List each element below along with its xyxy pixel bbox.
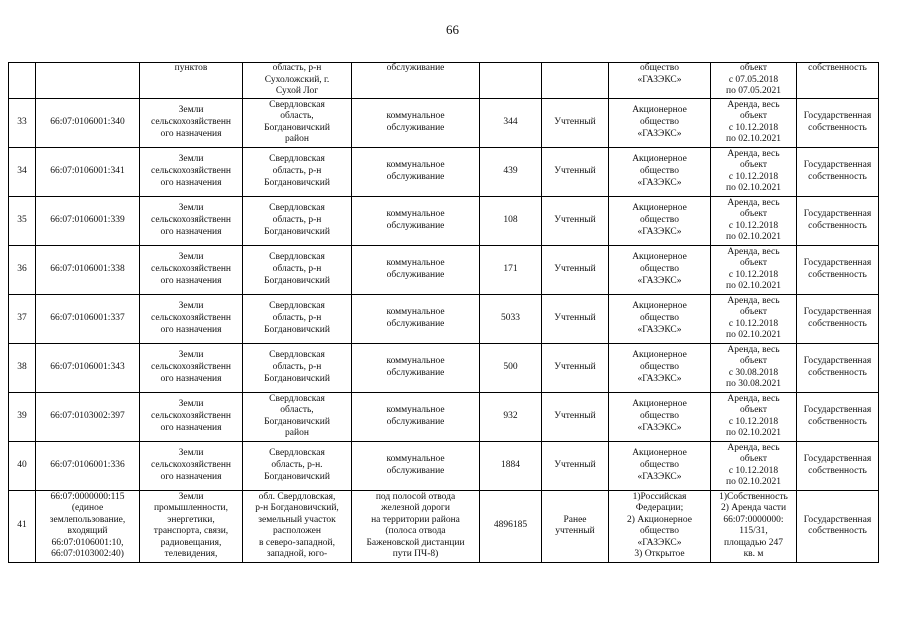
right-type-text: Аренда, весь объект с 10.12.2018 по 02.10.2021 <box>726 442 781 488</box>
right-holder-text: Акционерное общество «ГАЗЭКС» <box>632 448 687 482</box>
location-cell <box>243 343 352 392</box>
status-text: Учтенный <box>554 165 596 176</box>
cadastral-number-text: 66:07:0106001:339 <box>50 214 125 225</box>
right-type-text: Аренда, весь объект с 10.12.2018 по 02.10.2021 <box>726 99 781 145</box>
ownership-cell <box>797 147 879 196</box>
table-row <box>9 196 879 245</box>
location-cell <box>243 63 352 99</box>
permitted-use-text: коммунальное обслуживание <box>386 405 445 427</box>
row-number-text: 38 <box>17 361 27 372</box>
area-cell <box>480 147 542 196</box>
area-cell <box>480 196 542 245</box>
land-category-cell <box>140 441 243 490</box>
row-number-text: 40 <box>17 459 27 470</box>
area-cell <box>480 343 542 392</box>
location-cell <box>243 98 352 147</box>
right-holder-cell <box>609 441 711 490</box>
status-text: Учтенный <box>554 459 596 470</box>
area-cell <box>480 98 542 147</box>
table-row <box>9 441 879 490</box>
ownership-text: Государственная собственность <box>803 258 872 280</box>
table-body <box>9 63 879 563</box>
ownership-text: Государственная собственность <box>803 111 872 133</box>
table-row <box>9 294 879 343</box>
right-type-cell <box>711 441 797 490</box>
status-text: Учтенный <box>554 410 596 421</box>
permitted-use-text: обслуживание <box>386 63 445 73</box>
right-type-cell <box>711 63 797 99</box>
permitted-use-text: под полосой отвода железной дороги на территории района (полоса отвода Баженовской дистанции пути ПЧ-8) <box>366 491 465 560</box>
row-number-text: 39 <box>17 410 27 421</box>
cadastral-number-cell <box>36 63 140 99</box>
right-holder-cell <box>609 294 711 343</box>
land-category-cell <box>140 490 243 562</box>
row-number-cell <box>9 245 36 294</box>
ownership-text: Государственная собственность <box>803 454 872 476</box>
area-cell <box>480 245 542 294</box>
ownership-text: Государственная собственность <box>803 356 872 378</box>
cadastral-number-cell <box>36 490 140 562</box>
land-category-cell <box>140 98 243 147</box>
cadastral-number-cell <box>36 441 140 490</box>
land-category-text: Земли сельскохозяйственн ого назначения <box>150 252 231 286</box>
table-row <box>9 392 879 441</box>
status-cell <box>542 392 609 441</box>
status-text: Учтенный <box>554 116 596 127</box>
land-category-cell <box>140 147 243 196</box>
cadastral-number-cell <box>36 98 140 147</box>
row-number-text: 37 <box>17 312 27 323</box>
ownership-cell <box>797 441 879 490</box>
right-holder-cell <box>609 343 711 392</box>
status-text: Учтенный <box>554 361 596 372</box>
permitted-use-text: коммунальное обслуживание <box>386 356 445 378</box>
right-holder-cell <box>609 245 711 294</box>
permitted-use-text: коммунальное обслуживание <box>386 209 445 231</box>
permitted-use-cell <box>352 245 480 294</box>
row-number-cell <box>9 147 36 196</box>
right-type-text: объект с 07.05.2018 по 07.05.2021 <box>726 63 781 97</box>
status-cell <box>542 196 609 245</box>
permitted-use-text: коммунальное обслуживание <box>386 258 445 280</box>
area-cell <box>480 441 542 490</box>
row-number-text: 35 <box>17 214 27 225</box>
cadastral-number-text: 66:07:0103002:397 <box>50 410 125 421</box>
row-number-text: 41 <box>17 520 27 531</box>
area-text: 4896185 <box>493 520 528 531</box>
row-number-text: 36 <box>17 263 27 274</box>
right-holder-cell <box>609 196 711 245</box>
area-cell <box>480 63 542 99</box>
right-type-cell <box>711 196 797 245</box>
permitted-use-text: коммунальное обслуживание <box>386 307 445 329</box>
cadastral-number-text: 66:07:0106001:340 <box>50 116 125 127</box>
right-type-cell <box>711 98 797 147</box>
ownership-text: Государственная собственность <box>803 307 872 329</box>
land-registry-table <box>8 62 879 563</box>
location-text: область, р-н Сухоложский, г. Сухой Лог <box>264 63 330 97</box>
right-type-cell <box>711 343 797 392</box>
status-cell <box>542 343 609 392</box>
right-type-text: Аренда, весь объект с 10.12.2018 по 02.10.2021 <box>726 295 781 341</box>
cadastral-number-text: 66:07:0000000:115 (единое землепользование, входящий 66:07:0106001:10, 66:07:0103002:40) <box>49 491 126 560</box>
area-cell <box>480 294 542 343</box>
row-number-cell <box>9 490 36 562</box>
table-row <box>9 490 879 562</box>
right-holder-cell <box>609 490 711 562</box>
location-text: Свердловская область, р-н Богдановичский <box>264 252 330 286</box>
location-text: Свердловская область, р-н Богдановичский <box>264 203 330 237</box>
right-holder-text: Акционерное общество «ГАЗЭКС» <box>632 252 687 286</box>
land-category-text: Земли сельскохозяйственн ого назначения <box>150 350 231 384</box>
location-text: Свердловская область, Богдановичский район <box>264 393 330 439</box>
ownership-cell <box>797 343 879 392</box>
status-cell <box>542 245 609 294</box>
right-holder-text: общество «ГАЗЭКС» <box>637 63 682 85</box>
right-type-text: Аренда, весь объект с 10.12.2018 по 02.10.2021 <box>726 148 781 194</box>
permitted-use-text: коммунальное обслуживание <box>386 454 445 476</box>
location-text: Свердловская область, Богдановичский район <box>264 99 330 145</box>
ownership-text: собственность <box>808 63 867 73</box>
land-category-cell <box>140 63 243 99</box>
cadastral-number-text: 66:07:0106001:336 <box>50 459 125 470</box>
cadastral-number-cell <box>36 294 140 343</box>
table-row <box>9 63 879 99</box>
ownership-text: Государственная собственность <box>803 209 872 231</box>
right-holder-text: Акционерное общество «ГАЗЭКС» <box>632 350 687 384</box>
permitted-use-cell <box>352 441 480 490</box>
cadastral-number-cell <box>36 196 140 245</box>
permitted-use-cell <box>352 98 480 147</box>
permitted-use-cell <box>352 343 480 392</box>
location-cell <box>243 245 352 294</box>
land-category-text: Земли сельскохозяйственн ого назначения <box>150 105 231 139</box>
status-cell <box>542 147 609 196</box>
land-category-cell <box>140 392 243 441</box>
status-text: Учтенный <box>554 263 596 274</box>
area-cell <box>480 392 542 441</box>
row-number-cell <box>9 392 36 441</box>
ownership-cell <box>797 294 879 343</box>
permitted-use-cell <box>352 392 480 441</box>
ownership-text: Государственная собственность <box>803 514 872 537</box>
status-cell <box>542 441 609 490</box>
right-holder-cell <box>609 392 711 441</box>
right-holder-text: Акционерное общество «ГАЗЭКС» <box>632 301 687 335</box>
cadastral-number-text: 66:07:0106001:343 <box>50 361 125 372</box>
permitted-use-cell <box>352 294 480 343</box>
location-cell <box>243 490 352 562</box>
land-category-cell <box>140 245 243 294</box>
area-text: 171 <box>503 263 518 274</box>
status-cell <box>542 294 609 343</box>
permitted-use-cell <box>352 63 480 99</box>
cadastral-number-cell <box>36 245 140 294</box>
status-text: Учтенный <box>554 214 596 225</box>
table-row <box>9 343 879 392</box>
permitted-use-cell <box>352 490 480 562</box>
permitted-use-text: коммунальное обслуживание <box>386 111 445 133</box>
location-text: Свердловская область, р-н Богдановичский <box>264 350 330 384</box>
status-text: Ранее учтенный <box>555 514 595 537</box>
area-text: 5033 <box>501 312 520 323</box>
right-type-text: Аренда, весь объект с 10.12.2018 по 02.10.2021 <box>726 197 781 243</box>
location-text: Свердловская область, р-н Богдановичский <box>264 301 330 335</box>
right-holder-text: Акционерное общество «ГАЗЭКС» <box>632 203 687 237</box>
table-row <box>9 98 879 147</box>
land-category-text: Земли сельскохозяйственн ого назначения <box>150 301 231 335</box>
land-category-text: Земли сельскохозяйственн ого назначения <box>150 203 231 237</box>
location-text: Свердловская область, р-н Богдановичский <box>264 154 330 188</box>
right-type-text: Аренда, весь объект с 10.12.2018 по 02.10.2021 <box>726 246 781 292</box>
right-type-cell <box>711 147 797 196</box>
right-holder-text: 1)Российская Федерации; 2) Акционерное общество «ГАЗЭКС» 3) Открытое <box>627 491 692 560</box>
location-text: обл. Свердловская, р-н Богдановичский, земельный участок расположен в северо-западной, западной, юго- <box>255 491 339 560</box>
land-category-text: пунктов <box>174 63 208 73</box>
right-type-cell <box>711 245 797 294</box>
permitted-use-cell <box>352 196 480 245</box>
status-cell <box>542 63 609 99</box>
cadastral-number-text: 66:07:0106001:341 <box>50 165 125 176</box>
ownership-cell <box>797 490 879 562</box>
location-cell <box>243 294 352 343</box>
right-holder-text: Акционерное общество «ГАЗЭКС» <box>632 105 687 139</box>
cadastral-number-cell <box>36 147 140 196</box>
page-number: 66 <box>446 22 459 37</box>
area-text: 932 <box>503 410 518 421</box>
permitted-use-text: коммунальное обслуживание <box>386 160 445 182</box>
ownership-cell <box>797 98 879 147</box>
ownership-cell <box>797 63 879 99</box>
right-type-cell <box>711 392 797 441</box>
status-cell <box>542 98 609 147</box>
ownership-cell <box>797 196 879 245</box>
location-cell <box>243 147 352 196</box>
right-holder-text: Акционерное общество «ГАЗЭКС» <box>632 154 687 188</box>
land-category-text: Земли сельскохозяйственн ого назначения <box>150 448 231 482</box>
cadastral-number-text: 66:07:0106001:337 <box>50 312 125 323</box>
location-cell <box>243 392 352 441</box>
area-text: 1884 <box>501 459 520 470</box>
right-type-cell <box>711 490 797 562</box>
right-type-cell <box>711 294 797 343</box>
location-cell <box>243 196 352 245</box>
cadastral-number-cell <box>36 343 140 392</box>
area-cell <box>480 490 542 562</box>
right-holder-cell <box>609 98 711 147</box>
land-category-text: Земли сельскохозяйственн ого назначения <box>150 399 231 433</box>
location-text: Свердловская область, р-н. Богдановичский <box>264 448 330 482</box>
row-number-cell <box>9 294 36 343</box>
right-type-text: 1)Собственность 2) Аренда части 66:07:0000000: 115/31, площадью 247 кв. м <box>719 491 788 560</box>
row-number-cell <box>9 196 36 245</box>
right-holder-cell <box>609 63 711 99</box>
ownership-text: Государственная собственность <box>803 160 872 182</box>
status-cell <box>542 490 609 562</box>
right-holder-text: Акционерное общество «ГАЗЭКС» <box>632 399 687 433</box>
ownership-cell <box>797 245 879 294</box>
ownership-cell <box>797 392 879 441</box>
status-text: Учтенный <box>554 312 596 323</box>
row-number-cell <box>9 63 36 99</box>
ownership-text: Государственная собственность <box>803 405 872 427</box>
area-text: 344 <box>503 116 518 127</box>
area-text: 500 <box>503 361 518 372</box>
right-type-text: Аренда, весь объект с 10.12.2018 по 02.10.2021 <box>726 393 781 439</box>
land-category-cell <box>140 294 243 343</box>
permitted-use-cell <box>352 147 480 196</box>
row-number-cell <box>9 98 36 147</box>
location-cell <box>243 441 352 490</box>
row-number-text: 34 <box>17 165 27 176</box>
land-category-text: Земли промышленности, энергетики, транспорта, связи, радиовещания, телевидения, <box>153 491 229 560</box>
land-category-cell <box>140 196 243 245</box>
table-row <box>9 147 879 196</box>
table-row <box>9 245 879 294</box>
right-holder-cell <box>609 147 711 196</box>
row-number-cell <box>9 441 36 490</box>
cadastral-number-text: 66:07:0106001:338 <box>50 263 125 274</box>
area-text: 108 <box>503 214 518 225</box>
row-number-text: 33 <box>17 116 27 127</box>
row-number-cell <box>9 343 36 392</box>
right-type-text: Аренда, весь объект с 30.08.2018 по 30.08.2021 <box>726 344 781 390</box>
area-text: 439 <box>503 165 518 176</box>
cadastral-number-cell <box>36 392 140 441</box>
land-category-text: Земли сельскохозяйственн ого назначения <box>150 154 231 188</box>
land-category-cell <box>140 343 243 392</box>
